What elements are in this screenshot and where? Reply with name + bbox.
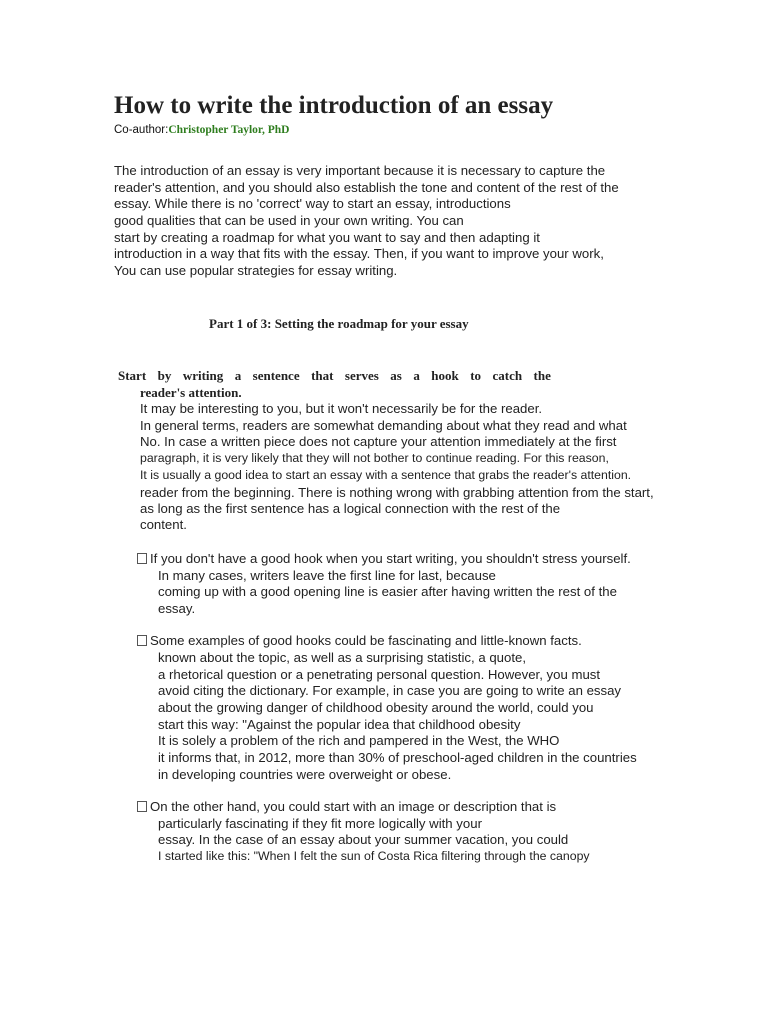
bullet-line: particularly fascinating if they fit more logically with your	[158, 816, 482, 831]
bullet-item	[137, 551, 631, 566]
bullet-line: coming up with a good opening line is easier after having written the rest of the	[158, 584, 617, 599]
bullet-item	[137, 633, 582, 648]
intro-line: essay. While there is no 'correct' way to start an essay, introductions	[114, 196, 511, 211]
step-heading-continued: reader's attention.	[140, 385, 242, 400]
bullet-line: avoid citing the dictionary. For example, in case you are going to write an essay	[158, 683, 622, 698]
step-heading-word: serves	[344, 368, 379, 383]
step-heading-word: to	[470, 368, 482, 383]
bullet-line: essay. In the case of an essay about your summer vacation, you could	[158, 832, 569, 847]
step-heading-word: that	[311, 368, 334, 383]
bullet-box-icon	[137, 635, 147, 646]
bullet-line: in developing countries were overweight or obese.	[158, 767, 452, 782]
bullet-line: I started like this: "When I felt the sun of Costa Rica filtering through the canopy	[158, 849, 590, 863]
step-heading-word: a	[413, 368, 420, 383]
bullet-line: start this way: "Against the popular idea that childhood obesity	[158, 717, 521, 732]
step-heading-word: writing	[182, 368, 224, 383]
step-body-line: paragraph, it is very likely that they will not bother to continue reading. For this reason,	[140, 451, 609, 465]
part-heading: Part 1 of 3: Setting the roadmap for your essay	[209, 316, 469, 331]
coauthor-name[interactable]: Christopher Taylor, PhD	[168, 124, 290, 136]
step-heading	[118, 368, 551, 384]
intro-line: You can use popular strategies for essay writing.	[114, 263, 398, 278]
intro-line: reader's attention, and you should also establish the tone and content of the rest of the	[114, 180, 619, 195]
bullet-line: it informs that, in 2012, more than 30% of preschool-aged children in the countries	[158, 750, 637, 765]
step-heading-word: by	[157, 368, 172, 383]
intro-line: The introduction of an essay is very important because it is necessary to capture the	[114, 163, 606, 178]
bullet-first-line: Some examples of good hooks could be fascinating and little-known facts.	[150, 633, 582, 648]
intro-line: introduction in a way that fits with the essay. Then, if you want to improve your work,	[114, 246, 604, 261]
bullet-line: essay.	[158, 601, 196, 616]
step-body-line: It may be interesting to you, but it won't necessarily be for the reader.	[140, 401, 543, 416]
step-heading-word: catch	[492, 368, 523, 383]
step-body-line: content.	[140, 517, 187, 532]
step-body-line: No. In case a written piece does not capture your attention immediately at the first	[140, 434, 617, 449]
page-title: How to write the introduction of an essay	[114, 92, 554, 119]
intro-line: start by creating a roadmap for what you want to say and then adapting it	[114, 230, 540, 245]
intro-line: good qualities that can be used in your own writing. You can	[114, 213, 464, 228]
bullet-box-icon	[137, 553, 147, 564]
bullet-first-line: On the other hand, you could start with an image or description that is	[150, 799, 557, 814]
coauthor-label: Co-author:	[114, 124, 169, 136]
coauthor-line	[114, 124, 289, 136]
step-body-line: In general terms, readers are somewhat demanding about what they read and what	[140, 418, 627, 433]
bullet-item	[137, 799, 556, 814]
step-body-line: as long as the first sentence has a logical connection with the rest of the	[140, 501, 561, 516]
bullet-line: a rhetorical question or a penetrating personal question. However, you must	[158, 667, 601, 682]
bullet-box-icon	[137, 801, 147, 812]
step-body-line: reader from the beginning. There is nothing wrong with grabbing attention from the start,	[140, 485, 654, 500]
bullet-line: about the growing danger of childhood obesity around the world, could you	[158, 700, 594, 715]
step-heading-word: the	[533, 368, 551, 383]
step-heading-word: a	[234, 368, 242, 383]
step-heading-word: sentence	[252, 368, 300, 383]
bullet-line: It is solely a problem of the rich and pampered in the West, the WHO	[158, 733, 560, 748]
bullet-line: In many cases, writers leave the first line for last, because	[158, 568, 496, 583]
step-heading-word: as	[390, 368, 402, 383]
step-heading-word: hook	[431, 368, 459, 383]
bullet-first-line: If you don't have a good hook when you start writing, you shouldn't stress yourself.	[150, 551, 631, 566]
step-heading-word: Start	[118, 368, 147, 383]
step-body-line: It is usually a good idea to start an essay with a sentence that grabs the reader's attention.	[140, 468, 632, 482]
bullet-line: known about the topic, as well as a surprising statistic, a quote,	[158, 650, 526, 665]
